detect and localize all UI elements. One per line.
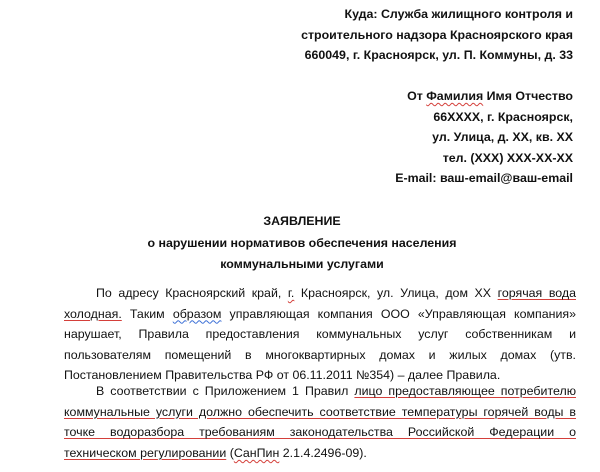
sender-line-street: ул. Улица, д. ХХ, кв. ХХ [432, 130, 573, 144]
p2-text-underlined: лицо предоставляющее потребителю коммунальные услуги должно обеспечить соответствие температуры горячей воды в точке водоразбора требованиям законодательства Российской Федерации о техническом регулировании [64, 384, 576, 460]
p1-text-city-abbrev: г. [287, 286, 295, 300]
sender-line-postal: 66ХХХХ, г. Красноярск, [433, 109, 573, 124]
sender-block [395, 86, 573, 189]
addressee-line-3: 660049, г. Красноярск, ул. П. Коммуны, д. 33 [304, 48, 573, 62]
body-paragraph-2 [64, 381, 576, 463]
p1-text-obrazom: образом [172, 306, 222, 321]
p2-text-1: В соответствии с Приложением 1 Правил [96, 384, 355, 398]
p1-text-2: Красноярск, ул. Улица, дом ХХ [294, 286, 498, 300]
p1-text-4: управляющая компания ООО «Управляющая компания» нарушает, Правила предоставления коммунальных услуг собственникам и пользователям помещений в многоквартирных домах и жилых домах (утв. Постановлением Правительства РФ от 06.11.2011 №354) – далее Правила. [64, 306, 576, 383]
p1-text-1: По адресу Красноярский край, [96, 286, 288, 300]
sender-name-surname: Фамилия [426, 89, 484, 103]
p2-text-sanpin: СанПин [233, 445, 280, 460]
sender-line-phone: тел. (ХХХ) ХХХ-ХХ-ХХ [442, 150, 573, 165]
p1-text-hot-water: горячая вода холодная. [64, 286, 576, 321]
sender-name-rest: Имя Отчество [483, 89, 573, 103]
sender-name-line [395, 86, 573, 107]
document-subtitle-line-1: о нарушении нормативов обеспечения населения [147, 236, 457, 250]
document-subtitle-line-2: коммунальными услугами [220, 257, 384, 271]
document-title: ЗАЯВЛЕНИЕ [263, 214, 341, 228]
sender-line-email: E-mail: ваш-email@ваш-email [395, 171, 573, 185]
p1-text-3: Таким [121, 306, 173, 321]
addressee-line-2: строительного надзора Красноярского края [301, 27, 573, 42]
sender-name-prefix: От [407, 89, 427, 103]
addressee-block [301, 4, 573, 66]
p2-text-3: 2.1.4.2496-09). [279, 445, 367, 460]
body-paragraph-1 [64, 283, 576, 386]
addressee-line-1: Куда: Служба жилищного контроля и [344, 7, 573, 21]
p2-text-2: ( [226, 445, 234, 460]
